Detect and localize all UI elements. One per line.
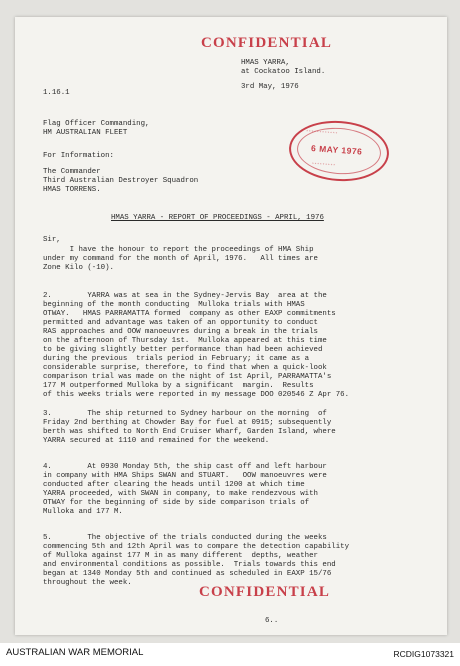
archive-record-id: RCDIG1073321 — [393, 649, 454, 659]
archive-name: AUSTRALIAN WAR MEMORIAL — [6, 647, 144, 658]
para-2-line: 2. YARRA was at sea in the Sydney-Jervis Bay area at the — [43, 292, 327, 300]
para-4-line: Mulloka and 177 M. — [43, 508, 123, 516]
page-continuation: 6.. — [265, 617, 279, 625]
para-2-line: OTWAY. HMAS PARRAMATTA formed company as other EAXP commitments — [43, 310, 336, 318]
para-5-line: 5. The objective of the trials conducted during the weeks — [43, 534, 327, 542]
info-line-1: The Commander — [43, 168, 101, 176]
para-4-line: in company with HMA Ships SWAN and STUART. OOW manoeuvres were — [43, 472, 327, 480]
para-4-line: YARRA proceeded, with SWAN in company, to make rendezvous with — [43, 490, 318, 498]
para-2-line: RAS approaches and OOW manoeuvres during a break in the trials — [43, 328, 318, 336]
para-3-line: 3. The ship returned to Sydney harbour on the morning of — [43, 410, 327, 418]
para-4-line: conducted after clearing the heads until 1200 at which time — [43, 481, 305, 489]
salutation: Sir, — [43, 236, 61, 244]
para-2-line: 177 M outperformed Mulloka by a significant margin. Results — [43, 382, 314, 390]
para-4-line: OTWAY for the beginning of side by side comparison trials of — [43, 499, 310, 507]
letter-date: 3rd May, 1976 — [241, 83, 299, 91]
para-2-line: on the afternoon of Thursday 1st. Mulloka appeared at this time — [43, 337, 327, 345]
received-date-stamp: * * * * * * * * * * * * 6 MAY 1976 * * * * * * * * * — [287, 118, 391, 185]
intro-line-3: Zone Kilo (-10). — [43, 264, 114, 272]
intro-line-2: under my command for the month of April, 1976. All times are — [43, 255, 318, 263]
confidential-stamp-top: CONFIDENTIAL — [201, 35, 333, 51]
para-3-line: Friday 2nd berthing at Chowder Bay for fuel at 0915; subsequently — [43, 419, 332, 427]
addressee-line-2: HM AUSTRALIAN FLEET — [43, 129, 128, 137]
para-3-line: berth was shifted to North End Cruiser Wharf, Garden Island, where — [43, 428, 336, 436]
para-5-line: of Mulloka against 177 M in as many different depths, weather — [43, 552, 318, 560]
para-3-line: YARRA secured at 1110 and remained for the weekend. — [43, 437, 270, 445]
info-line-3: HMAS TORRENS. — [43, 186, 101, 194]
received-date: 6 MAY 1976 — [310, 143, 363, 157]
sender-location: at Cockatoo Island. — [241, 68, 326, 76]
para-5-line: commencing 5th and 12th April was to compare the detection capability — [43, 543, 350, 551]
para-2-line: of this weeks trials were reported in my message DOO 020546 Z Apr 76. — [43, 391, 350, 399]
para-5-line: and environmental conditions as possible. Trials towards this end — [43, 561, 336, 569]
sender-ship: HMAS YARRA, — [241, 59, 290, 67]
confidential-stamp-bottom: CONFIDENTIAL — [199, 584, 331, 600]
para-5-line: throughout the week. — [43, 579, 132, 587]
file-reference: 1.16.1 — [43, 89, 70, 97]
para-2-line: considerable surprise, therefore, to find that when a quick-look — [43, 364, 327, 372]
para-2-line: permitted and advantage was taken of an opportunity to conduct — [43, 319, 318, 327]
info-line-2: Third Australian Destroyer Squadron — [43, 177, 199, 185]
para-2-line: comparison trial was made on the night of 1st April, PARRAMATTA's — [43, 373, 332, 381]
document-page — [15, 17, 447, 635]
report-title: HMAS YARRA - REPORT OF PROCEEDINGS - APRIL, 1976 — [111, 214, 324, 222]
para-2-line: during the previous trials period in February; it came as a — [43, 355, 310, 363]
para-2-line: beginning of the month conducting Mulloka trials with HMAS — [43, 301, 305, 309]
addressee-line-1: Flag Officer Commanding, — [43, 120, 150, 128]
para-5-line: began at 1340 Monday 5th and continued as scheduled in EAXP 15/76 — [43, 570, 332, 578]
para-4-line: 4. At 0930 Monday 5th, the ship cast off and left harbour — [43, 463, 327, 471]
info-label: For Information: — [43, 152, 114, 160]
intro-line-1: I have the honour to report the proceedings of HMA Ship — [43, 246, 314, 254]
para-2-line: to be giving slightly better performance than had been achieved — [43, 346, 323, 354]
archive-footer — [0, 643, 460, 666]
